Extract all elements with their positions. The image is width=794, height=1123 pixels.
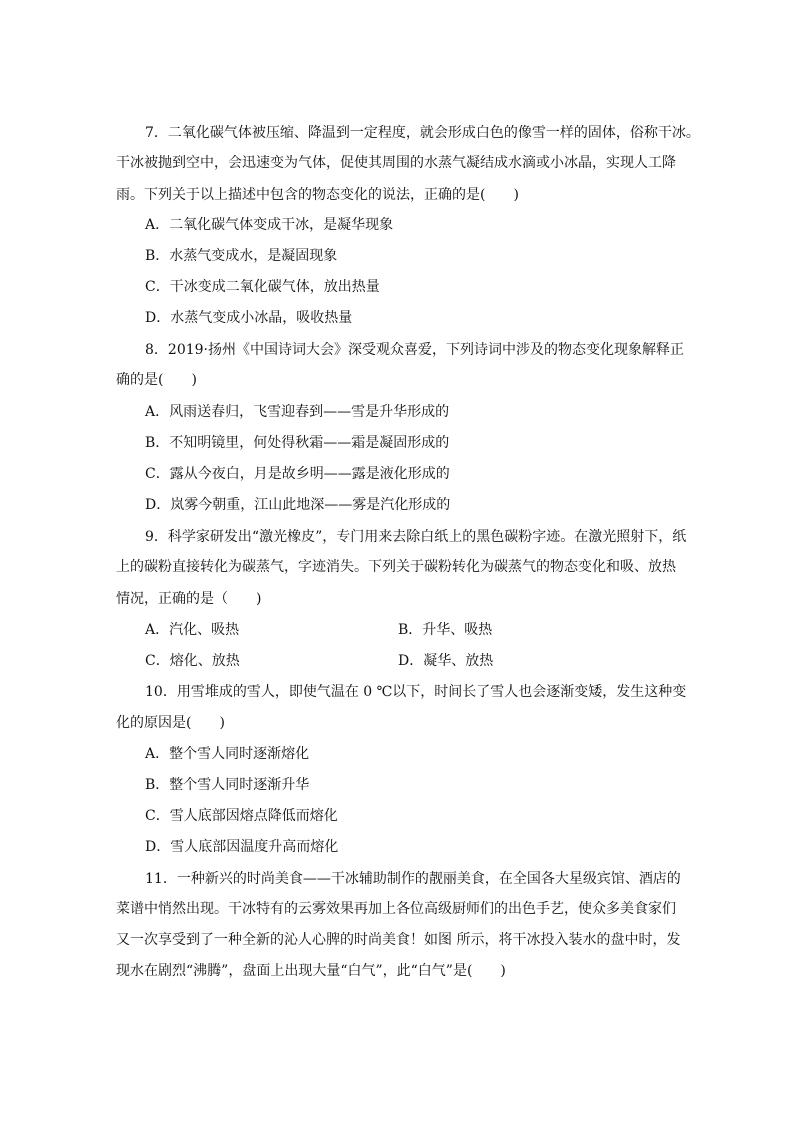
question-9-option-a: A．汽化、吸热 (145, 622, 240, 638)
question-10-option-d: D．雪人底部因温度升高而熔化 (145, 839, 339, 855)
question-8-option-b: B．不知明镜里，何处得秋霜——霜是凝固形成的 (145, 435, 450, 451)
question-7-stem-line-3: 雨。下列关于以上描述中包含的物态变化的说法，正确的是( ) (116, 187, 519, 203)
question-9-option-d: D．凝华、放热 (398, 653, 494, 669)
question-8-option-a: A．风雨送春归，飞雪迎春到——雪是升华形成的 (145, 404, 450, 420)
question-8-stem-line-2: 确的是( ) (116, 372, 197, 388)
question-11-stem-line-3: 又一次享受到了一种全新的沁人心脾的时尚美食！如图 所示，将干冰投入装水的盘中时，发 (116, 932, 681, 948)
question-7-option-a: A．二氧化碳气体变成干冰，是凝华现象 (145, 217, 394, 233)
question-11-stem-line-1: 11．一种新兴的时尚美食——干冰辅助制作的靓丽美食，在全国各大星级宾馆、酒店的 (145, 871, 681, 887)
question-10-option-c: C．雪人底部因熔点降低而熔化 (145, 808, 338, 824)
question-7-option-d: D．水蒸气变成小冰晶，吸收热量 (145, 310, 353, 326)
question-8-option-d: D．岚雾今朝重，江山此地深——雾是汽化形成的 (145, 497, 451, 513)
question-8-option-c: C．露从今夜白，月是故乡明——露是液化形成的 (145, 466, 450, 482)
question-9-option-c: C．熔化、放热 (145, 653, 240, 669)
question-7-stem-line-2: 干冰被抛到空中，会迅速变为气体，促使其周围的水蒸气凝结成水滴或小冰晶，实现人工降 (116, 155, 676, 171)
question-11-stem-line-4: 现水在剧烈“沸腾”，盘面上出现大量“白气”，此“白气”是( ) (116, 963, 506, 979)
question-10-stem-line-1: 10．用雪堆成的雪人，即使气温在 0 ℃以下，时间长了雪人也会逐渐变矮，发生这种变 (145, 684, 687, 700)
question-7-stem-line-1: 7．二氧化碳气体被压缩、降温到一定程度，就会形成白色的像雪一样的固体，俗称干冰。 (145, 125, 700, 141)
question-9-option-b: B．升华、吸热 (398, 622, 493, 638)
question-10-option-a: A．整个雪人同时逐渐熔化 (145, 746, 310, 762)
question-7-option-b: B．水蒸气变成水，是凝固现象 (145, 248, 338, 264)
question-11-stem-line-2: 菜谱中悄然出现。干冰特有的云雾效果再加上各位高级厨师们的出色手艺，使众多美食家们 (116, 901, 676, 917)
question-7-option-c: C．干冰变成二氧化碳气体，放出热量 (145, 279, 380, 295)
question-9-stem-line-1: 9．科学家研发出“激光橡皮”，专门用来去除白纸上的黑色碳粉字迹。在激光照射下，纸 (145, 529, 687, 545)
question-9-stem-line-2: 上的碳粉直接转化为碳蒸气，字迹消失。下列关于碳粉转化为碳蒸气的物态变化和吸、放热 (116, 559, 676, 575)
question-9-stem-line-3: 情况，正确的是（ ) (116, 591, 262, 607)
question-10-stem-line-2: 化的原因是( ) (116, 715, 225, 731)
question-10-option-b: B．整个雪人同时逐渐升华 (145, 777, 310, 793)
question-8-stem-line-1: 8．2019·扬州《中国诗词大会》深受观众喜爱，下列诗词中涉及的物态变化现象解释正 (145, 342, 684, 358)
